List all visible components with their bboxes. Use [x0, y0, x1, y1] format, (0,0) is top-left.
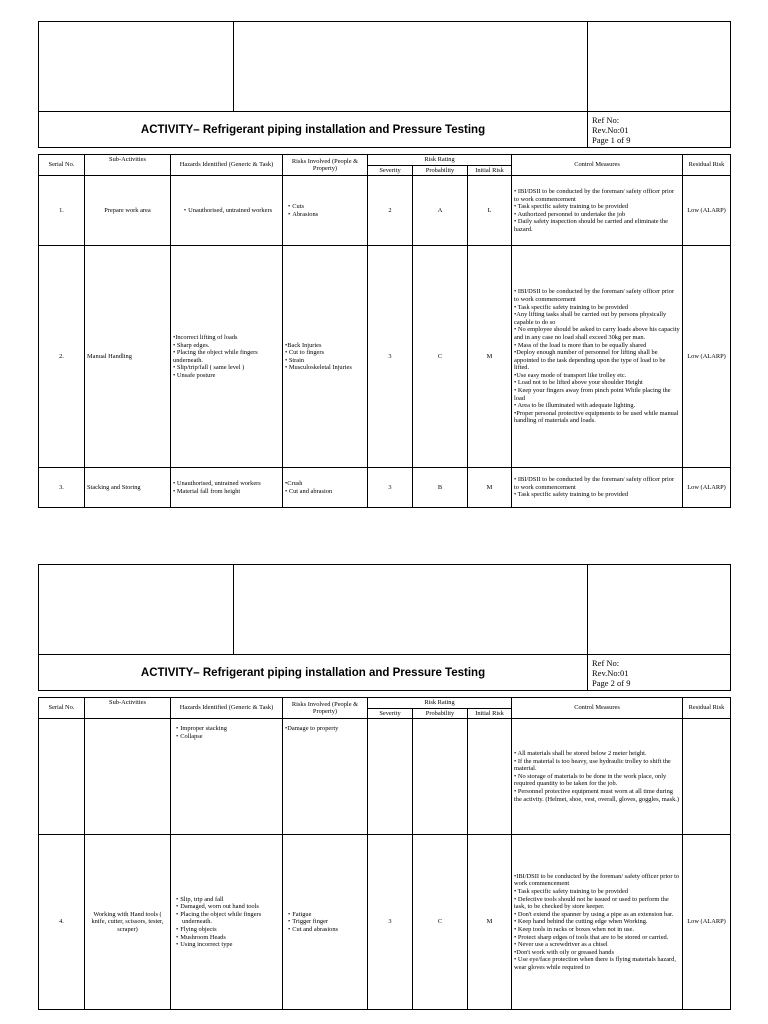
col-control-measures: Control Measures	[512, 155, 683, 176]
risk-item: • Cut and abrasion	[285, 487, 333, 495]
control-item: • No storage of materials to be done in the work place, only required quantity to be taken for the job.	[514, 772, 667, 788]
control-item: •Any lifting tasks shall be carried out by persons physically capable to do so	[514, 311, 667, 326]
hazard-item: •Incorrect lifting of loads	[173, 333, 238, 341]
control-item: • Never use a screwdriver as a chisel	[514, 941, 608, 949]
page-number: Page 1 of 9	[592, 134, 631, 145]
hazard-item: • Unauthorised, untrained workers	[182, 207, 280, 215]
risk-item: • Trigger finger	[294, 918, 365, 926]
page-number: Page 2 of 9	[592, 677, 631, 688]
control-measures	[512, 176, 683, 246]
col-control-measures: Control Measures	[512, 698, 683, 719]
page-header	[38, 21, 731, 148]
control-measures	[512, 246, 683, 468]
control-item: • Task specific safety training to be provided	[514, 491, 629, 499]
sub-activity: Manual Handling	[85, 246, 171, 468]
table-row	[39, 468, 731, 508]
col-severity: Severity	[368, 708, 413, 719]
col-initial-risk: Initial Risk	[468, 708, 512, 719]
risk-item: • Cut and abrasions	[294, 926, 365, 934]
risk-item: • Musculoskeletal Injuries	[285, 364, 352, 372]
hazard-item: • Material fall from height	[173, 487, 241, 495]
hazard-item: • Damaged, worn out hand tools	[182, 903, 280, 911]
control-item: • Defective tools should not be issued or used to perform the task, to be checked by store keeper.	[514, 895, 669, 911]
hazard-item: • Improper stacking	[182, 725, 280, 733]
page-1	[38, 21, 730, 508]
table-row	[39, 246, 731, 468]
header-right-box	[588, 565, 731, 655]
col-residual-risk: Residual Risk	[683, 698, 731, 719]
residual-risk: Low (ALARP)	[683, 176, 731, 246]
control-item: • Daily safety inspection should be carried and eliminate the hazard.	[514, 218, 668, 233]
risk-item: • Strain	[285, 356, 305, 364]
control-item: • If the material is too heavy, use hydraulic trolley to shift the material.	[514, 757, 671, 773]
severity	[368, 719, 413, 835]
severity: 3	[368, 835, 413, 1010]
header-middle-box	[234, 565, 588, 655]
header-logo-box	[39, 22, 234, 112]
col-sub-activities: Sub-Activities	[85, 698, 171, 719]
col-risks: Risks Involved (People & Property)	[283, 155, 368, 176]
control-item: •Don't work with oily or greased hands	[514, 948, 614, 956]
table-row	[39, 719, 731, 835]
control-item: • All materials shall be stored below 2 meter height.	[514, 750, 647, 758]
initial-risk: M	[468, 835, 512, 1010]
control-item: •Proper personal protective equipments to be used while manual handling of materials and loads.	[514, 409, 679, 425]
control-measures	[512, 719, 683, 835]
control-measures	[512, 835, 683, 1010]
control-item: •Deploy enough number of personnel for lifting shall be appointed to the task depending upon the type of load to be lifted.	[514, 349, 666, 372]
control-item: • IBI/DSII to be conducted by the foreman/ safety officer prior to work commencement	[514, 476, 675, 491]
initial-risk: L	[468, 176, 512, 246]
col-hazards: Hazards Identified (Generic & Task)	[171, 155, 283, 176]
col-risk-rating: Risk Rating	[368, 698, 512, 709]
col-risk-rating: Risk Rating	[368, 155, 512, 166]
control-item: • Protect sharp edges of tools that are to be stored or carried.	[514, 933, 669, 941]
col-probability: Probability	[413, 708, 468, 719]
hazard-item: • Slip, trip and fall	[182, 896, 280, 904]
sub-activity: Stacking and Storing	[85, 468, 171, 508]
control-item: • Task specific safety training to be provided	[514, 303, 629, 311]
risks-cell	[283, 176, 368, 246]
sub-activity	[85, 719, 171, 835]
hazard-item: • Unauthorised, untrained workers	[173, 480, 261, 488]
risk-item: • Abrasions	[294, 211, 365, 219]
col-serial: Serial No.	[39, 698, 85, 719]
risk-assessment-table	[38, 697, 731, 1010]
risk-assessment-table	[38, 154, 731, 508]
rev-no: Rev.No:01	[592, 667, 629, 678]
sub-activity: Working with Hand tools ( knife, cutter, scissors, tester, scraper)	[85, 835, 171, 1010]
hazards-cell	[171, 468, 283, 508]
page-2	[38, 564, 730, 1010]
col-sub-activities: Sub-Activities	[85, 155, 171, 176]
risks-cell	[283, 468, 368, 508]
col-risks: Risks Involved (People & Property)	[283, 698, 368, 719]
document-ref-block	[588, 112, 731, 148]
risk-item: •Damage to property	[285, 725, 339, 733]
severity: 2	[368, 176, 413, 246]
initial-risk: M	[468, 468, 512, 508]
activity-title: ACTIVITY– Refrigerant piping installation and Pressure Testing	[39, 112, 588, 148]
probability: B	[413, 468, 468, 508]
table-row	[39, 835, 731, 1010]
header-middle-box	[234, 22, 588, 112]
col-initial-risk: Initial Risk	[468, 165, 512, 176]
risk-item: • Cut to fingers	[285, 349, 324, 357]
hazard-item: • Mushroom Heads	[182, 934, 280, 942]
hazards-cell	[171, 176, 283, 246]
control-item: •Use easy mode of transport like trolley etc.	[514, 371, 627, 379]
col-probability: Probability	[413, 165, 468, 176]
page-header	[38, 564, 731, 691]
control-item: • Use eye/face protection when there is flying materials hazard, wear gloves while required to	[514, 956, 676, 971]
hazards-cell	[171, 835, 283, 1010]
col-residual-risk: Residual Risk	[683, 155, 731, 176]
control-item: • Task specific safety training to be provided	[514, 203, 629, 211]
control-item: • Mass of the load is more than to be equally shared	[514, 341, 647, 349]
residual-risk: Low (ALARP)	[683, 246, 731, 468]
control-item: •IBI/DSII to be conducted by the foreman/ safety officer prior to work commencement	[514, 872, 680, 888]
hazard-item: • Slip/trip/fall ( same level )	[173, 364, 245, 372]
col-severity: Severity	[368, 165, 413, 176]
rev-no: Rev.No:01	[592, 124, 629, 135]
col-serial: Serial No.	[39, 155, 85, 176]
control-item: • Keep hand behind the cutting edge when Working.	[514, 918, 648, 926]
hazard-item: • Placing the object while fingers underneath.	[173, 349, 258, 364]
initial-risk: M	[468, 246, 512, 468]
initial-risk	[468, 719, 512, 835]
risk-item: •Back Injuries	[285, 341, 322, 349]
control-measures	[512, 468, 683, 508]
table-row	[39, 176, 731, 246]
residual-risk: Low (ALARP)	[683, 468, 731, 508]
hazard-item: • Placing the object while fingers underneath.	[182, 911, 280, 926]
hazards-cell	[171, 246, 283, 468]
residual-risk: Low (ALARP)	[683, 835, 731, 1010]
risk-item: • Cuts	[294, 203, 365, 211]
hazard-item: • Unsafe posture	[173, 371, 216, 379]
residual-risk	[683, 719, 731, 835]
serial-no: 1.	[39, 176, 85, 246]
risk-item: • Fatigue	[294, 911, 365, 919]
serial-no	[39, 719, 85, 835]
ref-no: Ref No:	[592, 114, 620, 125]
control-item: • Keep your fingers away from pinch point While placing the load	[514, 387, 671, 402]
control-item: • Don't extend the spanner by using a pipe as an extension bar.	[514, 910, 674, 918]
serial-no: 4.	[39, 835, 85, 1010]
serial-no: 3.	[39, 468, 85, 508]
probability: C	[413, 835, 468, 1010]
severity: 3	[368, 246, 413, 468]
probability	[413, 719, 468, 835]
control-item: • Keep tools in racks or boxes when not in use.	[514, 925, 634, 933]
col-hazards: Hazards Identified (Generic & Task)	[171, 698, 283, 719]
hazards-cell	[171, 719, 283, 835]
probability: A	[413, 176, 468, 246]
severity: 3	[368, 468, 413, 508]
ref-no: Ref No:	[592, 657, 620, 668]
hazard-item: • Using incorrect type	[182, 941, 280, 949]
document-ref-block	[588, 655, 731, 691]
risks-cell	[283, 719, 368, 835]
hazard-item: • Collapse	[182, 733, 280, 741]
header-logo-box	[39, 565, 234, 655]
control-item: • Personnel protective equipment must worn at all time during the activity. (Helmet, shoe, vest, overall, gloves, goggles, mask.)	[514, 788, 680, 803]
risks-cell	[283, 246, 368, 468]
risk-item: •Crush	[285, 480, 303, 488]
control-item: • IBI/DSII to be conducted by the foreman/ safety officer prior to work commencement	[514, 187, 675, 203]
control-item: • IBI/DSII to be conducted by the foreman/ safety officer prior to work commencement	[514, 288, 675, 303]
control-item: • Load not to be lifted above your shoulder Height	[514, 379, 643, 387]
serial-no: 2.	[39, 246, 85, 468]
hazard-item: • Sharp edges.	[173, 341, 210, 349]
risks-cell	[283, 835, 368, 1010]
control-item: • No employee should be asked to carry loads above his capacity and in any case no load shall exceed 30kg per man.	[514, 326, 680, 341]
control-item: • Task specific safety training to be provided	[514, 888, 629, 896]
header-right-box	[588, 22, 731, 112]
activity-title: ACTIVITY– Refrigerant piping installation and Pressure Testing	[39, 655, 588, 691]
probability: C	[413, 246, 468, 468]
control-item: • Authorized personnel to undertake the job	[514, 210, 626, 218]
control-item: • Area to be illuminated with adequate lighting.	[514, 402, 636, 410]
hazard-item: • Flying objects	[182, 926, 280, 934]
sub-activity: Prepare work area	[85, 176, 171, 246]
